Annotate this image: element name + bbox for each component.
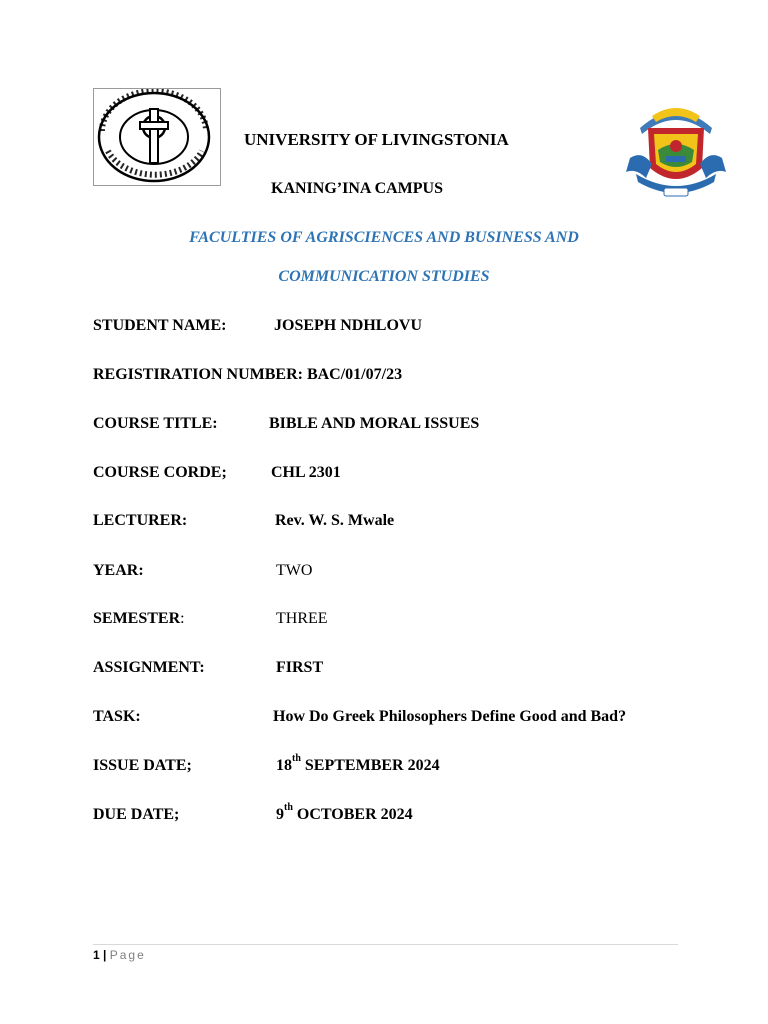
- semester-label-colon: :: [180, 610, 185, 627]
- course-title-value: BIBLE AND MORAL ISSUES: [269, 415, 480, 432]
- year-label: YEAR:: [93, 562, 144, 579]
- registration-row: [93, 366, 402, 384]
- university-crest-icon: [622, 98, 730, 202]
- student-name-label: STUDENT NAME:: [93, 317, 227, 334]
- issue-date-value: [276, 753, 440, 775]
- assignment-label: ASSIGNMENT:: [93, 659, 205, 676]
- issue-date-row: [93, 753, 440, 775]
- student-name-row: [93, 317, 423, 335]
- task-value: How Do Greek Philosophers Define Good and Bad?: [273, 708, 627, 725]
- task-label: TASK:: [93, 708, 141, 725]
- ccap-synod-seal-icon: [94, 89, 220, 185]
- course-code-row: [93, 464, 341, 482]
- course-title-label: COURSE TITLE:: [93, 415, 218, 432]
- faculties-line-1: FACULTIES OF AGRISCIENCES AND BUSINESS AND: [189, 229, 579, 246]
- university-name: UNIVERSITY OF LIVINGSTONIA: [244, 130, 509, 149]
- page-footer: [93, 948, 146, 962]
- due-date-day: 9: [276, 806, 284, 823]
- assignment-row: [93, 659, 324, 677]
- lecturer-value: Rev. W. S. Mwale: [275, 512, 395, 529]
- task-row: [93, 708, 627, 726]
- page-number: 1: [93, 948, 100, 962]
- course-title-row: [93, 415, 480, 433]
- due-date-row: [93, 802, 413, 824]
- university-crest-frame: [622, 98, 730, 202]
- synod-logo-frame: [93, 88, 221, 186]
- semester-label: SEMESTER: [93, 610, 181, 627]
- student-name-value: JOSEPH NDHLOVU: [274, 317, 423, 334]
- year-row: [93, 562, 313, 580]
- course-code-value: CHL 2301: [271, 464, 341, 481]
- issue-date-label: ISSUE DATE;: [93, 757, 192, 774]
- assignment-value: FIRST: [276, 659, 324, 676]
- campus-name: KANING’INA CAMPUS: [271, 180, 443, 197]
- course-code-label: COURSE CORDE;: [93, 464, 227, 481]
- semester-row: [93, 610, 328, 628]
- due-date-rest: OCTOBER 2024: [296, 806, 413, 823]
- page-label: Page: [109, 948, 146, 962]
- due-date-label: DUE DATE;: [93, 806, 180, 823]
- footer-divider: [93, 944, 678, 945]
- issue-date-ordinal: th: [292, 753, 301, 764]
- semester-value: THREE: [276, 610, 328, 627]
- page-separator: |: [103, 948, 107, 962]
- year-value: TWO: [276, 562, 313, 579]
- faculties-line-2: COMMUNICATION STUDIES: [278, 268, 490, 285]
- issue-date-rest: SEPTEMBER 2024: [304, 757, 440, 774]
- due-date-value: [276, 802, 413, 824]
- registration-label: REGISTIRATION NUMBER:: [93, 366, 303, 383]
- issue-date-day: 18: [276, 757, 292, 774]
- due-date-ordinal: th: [284, 802, 293, 813]
- registration-value: BAC/01/07/23: [306, 366, 403, 383]
- lecturer-label: LECTURER:: [93, 512, 188, 529]
- lecturer-row: [93, 512, 395, 530]
